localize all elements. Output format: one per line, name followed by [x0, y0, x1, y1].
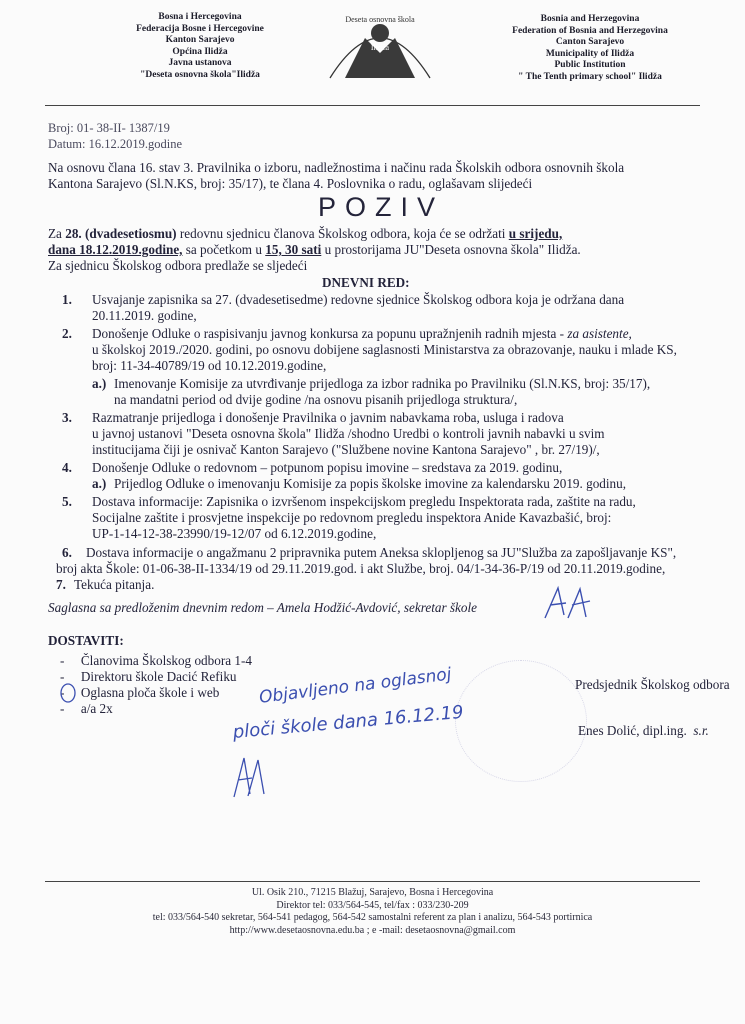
agenda-item-line: u javnoj ustanovi "Deseta osnovna škola" Ilidža /shodno Uredbi o kontroli javnih nabavki u svim [92, 426, 605, 441]
header-left-line: Općina Ilidža [172, 46, 228, 57]
deliver-item: Direktoru škole Dacić Refiku [80, 669, 237, 684]
president-sr: s.r. [693, 723, 709, 738]
document-number: Broj: 01- 38-II- 1387/19 [48, 121, 170, 135]
header-left-line: Federacija Bosne i Hercegovine [136, 23, 264, 34]
list-item: - Članovima Školskog odbora 1-4 [60, 653, 252, 668]
agenda-text: Donošenje Odluke o raspisivanju javnog konkursa za popunu upražnjenih radnih mjesta - [92, 326, 568, 341]
initials-icon [230, 752, 270, 802]
document-title: POZIV [318, 192, 445, 222]
agenda-number: 6. [62, 545, 72, 560]
agenda-item-line: Usvajanje zapisnika sa 27. (dvadesetisedme) redovne sjednice Školskog odbora koja je održana dana [92, 292, 625, 307]
agenda-item-line: Donošenje Odluke o redovnom – potpunom popisu imovine – sredstava za 2019. godinu, [92, 460, 563, 475]
list-item: - Direktoru škole Dacić Refiku [60, 669, 237, 684]
deliver-item: a/a 2x [80, 701, 113, 716]
agenda-item-line: institucijama čiji je osnivač Kanton Sarajevo ("Službene novine Kantona Sarajevo" , br. 27/19)/, [92, 442, 600, 457]
header-left-line: Bosna i Hercegovina [158, 12, 242, 22]
deliver-title: DOSTAVITI: [48, 633, 124, 648]
footer-address: Ul. Osik 210., 71215 Blažuj, Sarajevo, Bosna i Hercegovina [251, 887, 494, 898]
header-right-line: Public Institution [554, 60, 626, 70]
header-right-line: Federation of Bosnia and Herzegovina [512, 25, 668, 36]
header-right-line: Canton Sarajevo [555, 37, 625, 47]
header-right-line: Bosnia and Herzegovina [540, 14, 640, 24]
call-line-2 [48, 242, 581, 258]
logo-text-bottom: Ilidža [370, 43, 390, 52]
school-logo-icon [320, 8, 440, 88]
agenda-subnumber: a.) [92, 376, 107, 391]
agenda-item-line: Socijalne zaštite i prosvjetne inspekcije po redovnom pregledu inspektora Anide Kavazbašić, broj: [92, 510, 612, 525]
call-text: sa početkom u [182, 242, 266, 257]
footer-director-phone: Direktor tel: 033/564-545, tel/fax : 033/230-209 [276, 899, 469, 911]
agenda-item-line: Imenovanje Komisije za utvrđivanje prijedloga za izbor radnika po Pravilniku (Sl.N.KS, broj: 35/17), [114, 376, 651, 391]
session-number: 28. (dvadesetiosmu) [65, 226, 177, 241]
deliver-item: Oglasna ploča škole i web [80, 685, 220, 700]
agenda-number: 7. [56, 577, 66, 592]
session-time: 15, 30 sati [265, 242, 322, 257]
school-logo [320, 8, 440, 88]
official-stamp [455, 660, 587, 782]
header-right-line: " The Tenth primary school" Ilidža [518, 71, 662, 82]
footer-web-email: http://www.desetaosnovna.edu.ba ; e -mail: desetaosnovna@gmail.com [229, 924, 516, 936]
header-left [120, 12, 280, 81]
agenda-number: 1. [62, 292, 72, 307]
logo-text-top: Deseta osnovna škola [345, 15, 415, 24]
president-title: Predsjednik Školskog odbora [575, 677, 730, 692]
intro-line: Kantona Sarajevo (Sl.N.KS, broj: 35/17), te člana 4. Poslovnika o radu, oglašavam slijedeći [48, 176, 533, 191]
president-name [578, 723, 709, 739]
agenda-item-line [92, 326, 632, 342]
agenda-item-line: Dostava informacije o angažmanu 2 pripravnika putem Aneksa sklopljenog sa JU"Služba za zapošljavanje KS", [86, 545, 677, 560]
header-left-line: Kanton Sarajevo [165, 35, 235, 45]
circle-mark-icon [58, 682, 78, 704]
agenda-number: 3. [62, 410, 72, 425]
agenda-item-line: Dostava informacije: Zapisnika o izvršenom inspekcijskom pregledu Inspektorata rada, zaštite na radu, [92, 494, 636, 509]
agenda-item-line: Tekuća pitanja. [74, 577, 155, 592]
agenda-title: DNEVNI RED: [322, 275, 410, 290]
agenda-item-line: Prijedlog Odluke o imenovanju Komisije za popis školske imovine za kalendarsku 2019. godinu, [114, 476, 627, 491]
header-right-line: Municipality of Ilidža [545, 48, 635, 59]
handwritten-note-line: Objavljeno na oglasnoj [258, 664, 453, 708]
document-date: Datum: 16.12.2019.godine [48, 137, 183, 151]
agenda-item-line: na mandatni period od dvije godine /na osnovu pisanih prijedloga struktura/, [114, 392, 518, 407]
agenda-number: 5. [62, 494, 72, 509]
header-divider [45, 105, 700, 106]
header-left-line: "Deseta osnovna škola"Ilidža [140, 69, 260, 80]
agenda-item-line: UP-1-14-12-38-23990/19-12/07 od 6.12.2019.godine, [92, 526, 377, 541]
session-date: dana 18.12.2019.godine, [48, 242, 183, 257]
call-text: Za [48, 226, 66, 241]
deliver-item: Članovima Školskog odbora 1-4 [80, 653, 252, 668]
agenda-number: 2. [62, 326, 72, 341]
agreement-note: Saglasna sa predloženim dnevnim redom – Amela Hodžić-Avdović, sekretar škole [48, 600, 477, 615]
call-line-3: Za sjednicu Školskog odbora predlaže se sljedeći [48, 258, 308, 273]
signature-icon [540, 583, 600, 623]
agenda-item-line: 20.11.2019. godine, [92, 308, 197, 323]
session-day: u srijedu, [508, 226, 563, 241]
call-text: redovnu sjednicu članova Školskog odbora, koja će se održati [176, 226, 509, 241]
header-right [490, 14, 690, 83]
agenda-item-line: broj: 11-34-40789/19 od 10.12.2019.godine, [92, 358, 327, 373]
agenda-item-line: Razmatranje prijedloga i donošenje Pravilnika o javnim nabavkama roba, usluga i radova [92, 410, 564, 425]
list-item: - Oglasna ploča škole i web [60, 685, 220, 700]
call-line-1 [48, 226, 562, 242]
agenda-number: 4. [62, 460, 72, 475]
list-item: - a/a 2x [60, 701, 113, 716]
footer-divider [45, 881, 700, 882]
agenda-emphasis: za asistente, [567, 326, 632, 341]
handwritten-note-line: ploči škole dana 16.12.19 [232, 701, 465, 743]
president-name-text: Enes Dolić, dipl.ing. [578, 723, 687, 738]
agenda-item-line: broj akta Škole: 01-06-38-II-1334/19 od 29.11.2019.god. i akt Službe, broj. 04/1-34-36-P/19 od 20.11.2019.godine, [56, 561, 666, 576]
agenda-subnumber: a.) [92, 476, 107, 491]
agenda-item-line: u školskoj 2019./2020. godini, po osnovu dobijene saglasnosti Ministarstva za obrazovanje, nauku i mlade KS, [92, 342, 677, 357]
intro-line: Na osnovu člana 16. stav 3. Pravilnika o izboru, nadležnostima i načinu rada Školskih odbora osnovnih škola [48, 160, 625, 175]
call-text: u prostorijama JU"Deseta osnovna škola" Ilidža. [321, 242, 581, 257]
footer-phones: tel: 033/564-540 sekretar, 564-541 pedagog, 564-542 samostalni referent za plan i analizu, 564-543 portirnica [152, 912, 593, 923]
header-left-line: Javna ustanova [168, 58, 232, 68]
footer [45, 887, 700, 937]
